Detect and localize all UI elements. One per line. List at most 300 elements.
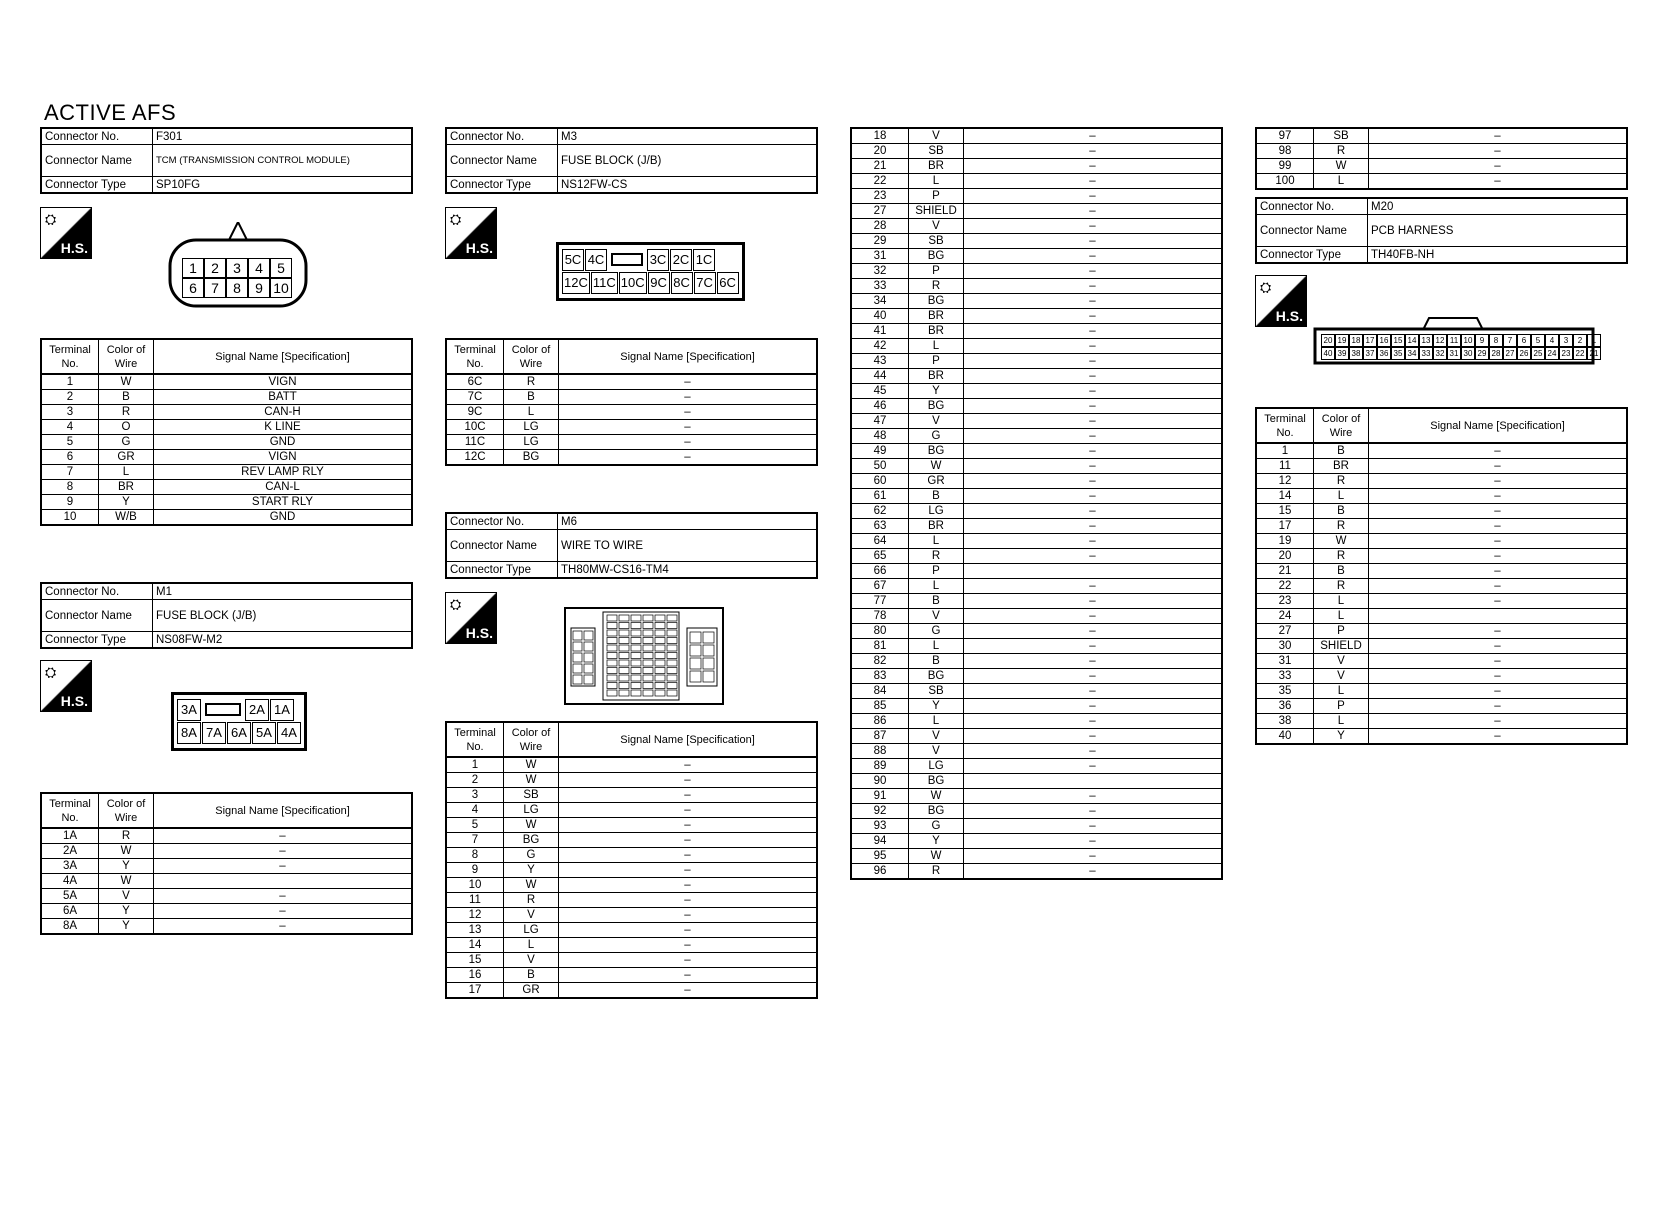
terminal-no: 47 <box>851 414 909 429</box>
pin-cell <box>608 249 646 269</box>
signal-name: – <box>964 189 1223 204</box>
label: Connector Name <box>1256 215 1368 247</box>
signal-name: – <box>964 369 1223 384</box>
connector-type: TH40FB-NH <box>1368 247 1628 264</box>
signal-name <box>964 774 1223 789</box>
signal-name: – <box>964 144 1223 159</box>
wire-color: W <box>504 757 559 773</box>
wire-color: P <box>909 189 964 204</box>
wire-color: LG <box>504 435 559 450</box>
signal-name: – <box>964 174 1223 189</box>
header-color-of-wire: Color of Wire <box>1314 408 1369 443</box>
table-row <box>851 159 1222 174</box>
terminal-no: 8A <box>41 919 99 935</box>
wire-color: R <box>909 549 964 564</box>
wire-color: B <box>99 390 154 405</box>
label: Connector Name <box>41 600 153 632</box>
table-row <box>851 654 1222 669</box>
signal-name: – <box>964 759 1223 774</box>
signal-name: – <box>559 374 818 390</box>
terminal-no: 49 <box>851 444 909 459</box>
table-row <box>851 564 1222 579</box>
wire-color: SHIELD <box>1314 639 1369 654</box>
table-row <box>1256 489 1627 504</box>
table-row <box>851 534 1222 549</box>
m6-wires-part3 <box>1255 127 1628 190</box>
signal-name: – <box>154 889 413 904</box>
wire-color: BR <box>909 309 964 324</box>
signal-name: – <box>964 729 1223 744</box>
table-row <box>851 789 1222 804</box>
label: Connector No. <box>446 513 558 530</box>
wire-color: R <box>1314 474 1369 489</box>
header-signal-name: Signal Name [Specification] <box>154 793 413 828</box>
table-row <box>1256 159 1627 174</box>
table-row <box>41 435 412 450</box>
terminal-no: 6A <box>41 904 99 919</box>
wire-color: W <box>99 874 154 889</box>
signal-name: – <box>154 828 413 844</box>
signal-name: – <box>1369 594 1628 609</box>
wire-color: W/B <box>99 510 154 526</box>
terminal-no: 60 <box>851 474 909 489</box>
table-row <box>446 450 817 466</box>
pin-cell: 16 <box>1377 334 1391 347</box>
signal-name: – <box>964 204 1223 219</box>
signal-name: – <box>559 450 818 466</box>
table-row <box>1256 609 1627 624</box>
pin-cell: 39 <box>1335 347 1349 360</box>
signal-name <box>154 874 413 889</box>
signal-name: – <box>559 757 818 773</box>
wire-color: V <box>909 609 964 624</box>
table-row <box>851 414 1222 429</box>
pin-row <box>182 278 292 298</box>
wire-color: L <box>909 339 964 354</box>
pin-cell: 5C <box>562 249 584 271</box>
header-terminal-no: Terminal No. <box>446 722 504 757</box>
table-row <box>41 390 412 405</box>
signal-name: – <box>964 744 1223 759</box>
signal-name: – <box>559 908 818 923</box>
wire-color: W <box>504 878 559 893</box>
m6-connector-shape <box>563 606 725 706</box>
terminal-no: 88 <box>851 744 909 759</box>
m20-wire-table <box>1255 407 1628 745</box>
pin-cell: 3A <box>177 699 201 721</box>
wire-color: Y <box>99 495 154 510</box>
table-row <box>1256 459 1627 474</box>
pin-cell: 19 <box>1335 334 1349 347</box>
table-row <box>851 234 1222 249</box>
table-row <box>1256 594 1627 609</box>
connector-no: M20 <box>1368 198 1628 215</box>
wire-color: P <box>909 354 964 369</box>
terminal-no: 6C <box>446 374 504 390</box>
wire-color: B <box>504 390 559 405</box>
signal-name: – <box>964 609 1223 624</box>
terminal-no: 9 <box>41 495 99 510</box>
wire-color: B <box>909 594 964 609</box>
table-row <box>851 294 1222 309</box>
m6-wire-table-part2 <box>850 127 1223 880</box>
terminal-no: 97 <box>1256 128 1314 144</box>
terminal-no: 4 <box>446 803 504 818</box>
table-row <box>851 429 1222 444</box>
table-row <box>851 489 1222 504</box>
pin-cell: 4C <box>585 249 607 271</box>
pin-cell: 4 <box>1545 334 1559 347</box>
connector-name: FUSE BLOCK (J/B) <box>558 145 818 177</box>
signal-name: CAN-L <box>154 480 413 495</box>
connector-no: M1 <box>153 583 413 600</box>
table-row <box>851 354 1222 369</box>
wire-color: BG <box>504 450 559 466</box>
terminal-no: 80 <box>851 624 909 639</box>
header-signal-name: Signal Name [Specification] <box>559 722 818 757</box>
wire-color: V <box>909 128 964 144</box>
signal-name: – <box>964 834 1223 849</box>
table-row <box>446 420 817 435</box>
wire-color: G <box>99 435 154 450</box>
wire-color: B <box>909 654 964 669</box>
wire-color: BG <box>909 294 964 309</box>
table-row <box>1256 443 1627 459</box>
m1-wires <box>40 792 413 935</box>
terminal-no: 22 <box>851 174 909 189</box>
wire-color: P <box>1314 624 1369 639</box>
pin-cell: 8 <box>1489 334 1503 347</box>
terminal-no: 16 <box>446 968 504 983</box>
terminal-no: 61 <box>851 489 909 504</box>
m6-wires-part1 <box>445 721 818 999</box>
table-header-row <box>1256 408 1627 443</box>
terminal-no: 94 <box>851 834 909 849</box>
signal-name: – <box>964 699 1223 714</box>
f301-wire-table <box>40 338 413 526</box>
signal-name: – <box>1369 579 1628 594</box>
pin-cell: 1 <box>182 258 204 278</box>
signal-name: – <box>1369 519 1628 534</box>
table-row <box>41 465 412 480</box>
table-row <box>851 684 1222 699</box>
table-row <box>41 904 412 919</box>
wire-color: LG <box>909 504 964 519</box>
terminal-no: 12 <box>1256 474 1314 489</box>
terminal-no: 10C <box>446 420 504 435</box>
signal-name: K LINE <box>154 420 413 435</box>
wire-color: P <box>909 564 964 579</box>
pin-cell: 9 <box>1475 334 1489 347</box>
pin-cell: 21 <box>1587 347 1601 360</box>
header-terminal-no: Terminal No. <box>1256 408 1314 443</box>
signal-name: – <box>559 420 818 435</box>
wire-color: GR <box>909 474 964 489</box>
table-row <box>1256 669 1627 684</box>
signal-name: – <box>1369 714 1628 729</box>
pin-row <box>177 699 301 721</box>
terminal-no: 100 <box>1256 174 1314 190</box>
header-terminal-no: Terminal No. <box>41 793 99 828</box>
wire-color: L <box>1314 714 1369 729</box>
wire-color: GR <box>504 983 559 999</box>
table-row <box>41 510 412 526</box>
pin-cell: 7C <box>694 272 716 294</box>
table-row <box>851 819 1222 834</box>
wire-color: L <box>909 534 964 549</box>
terminal-no: 6 <box>41 450 99 465</box>
label: Connector Type <box>41 632 153 649</box>
wire-color: Y <box>504 863 559 878</box>
header-signal-name: Signal Name [Specification] <box>1369 408 1628 443</box>
table-row <box>41 919 412 935</box>
pin-cell: 33 <box>1419 347 1433 360</box>
signal-name: – <box>1369 549 1628 564</box>
table-row <box>851 639 1222 654</box>
table-row <box>851 444 1222 459</box>
pin-cell: 24 <box>1545 347 1559 360</box>
wire-color: BR <box>909 159 964 174</box>
wire-color: LG <box>504 420 559 435</box>
pin-cell: 11C <box>591 272 618 294</box>
terminal-no: 96 <box>851 864 909 880</box>
table-row <box>1256 699 1627 714</box>
terminal-no: 36 <box>1256 699 1314 714</box>
wire-color: SB <box>909 684 964 699</box>
column-1 <box>40 127 413 194</box>
pin-cell: 13 <box>1419 334 1433 347</box>
signal-name: – <box>964 519 1223 534</box>
table-row <box>851 699 1222 714</box>
label: Connector Type <box>446 177 558 194</box>
m20-info-table <box>1255 197 1628 264</box>
terminal-no: 3 <box>446 788 504 803</box>
terminal-no: 50 <box>851 459 909 474</box>
signal-name: – <box>964 654 1223 669</box>
signal-name: – <box>559 803 818 818</box>
table-row <box>851 369 1222 384</box>
pin-cell: 25 <box>1531 347 1545 360</box>
m6-wire-table-part3 <box>1255 127 1628 190</box>
signal-name: – <box>964 354 1223 369</box>
label: Connector Name <box>41 145 153 177</box>
signal-name: – <box>1369 504 1628 519</box>
pin-cell: 2 <box>204 258 226 278</box>
terminal-no: 11 <box>1256 459 1314 474</box>
table-row <box>41 874 412 889</box>
wire-color: G <box>504 848 559 863</box>
f301-connector-diagram <box>168 222 308 315</box>
table-row <box>851 609 1222 624</box>
table-row <box>41 450 412 465</box>
terminal-no: 19 <box>1256 534 1314 549</box>
terminal-no: 29 <box>851 234 909 249</box>
wire-color: L <box>504 938 559 953</box>
terminal-no: 2A <box>41 844 99 859</box>
wire-color: BG <box>909 804 964 819</box>
signal-name: – <box>559 953 818 968</box>
terminal-no: 5A <box>41 889 99 904</box>
label: Connector No. <box>446 128 558 145</box>
table-row <box>446 983 817 999</box>
terminal-no: 31 <box>1256 654 1314 669</box>
signal-name: – <box>154 844 413 859</box>
pin-cell: 26 <box>1517 347 1531 360</box>
wire-color: SB <box>909 234 964 249</box>
table-row <box>851 549 1222 564</box>
pin-cell <box>202 699 244 719</box>
wire-color: L <box>909 714 964 729</box>
m6-info-table <box>445 512 818 579</box>
wire-color: W <box>909 789 964 804</box>
harness-side-icon: ⛭ H.S. <box>40 207 92 259</box>
signal-name: – <box>154 904 413 919</box>
terminal-no: 78 <box>851 609 909 624</box>
terminal-no: 3 <box>41 405 99 420</box>
table-row <box>851 714 1222 729</box>
m3-connector-diagram <box>556 242 745 301</box>
wire-color: V <box>504 953 559 968</box>
signal-name: – <box>964 219 1223 234</box>
terminal-no: 2 <box>41 390 99 405</box>
table-row <box>851 519 1222 534</box>
table-row <box>851 339 1222 354</box>
signal-name: – <box>964 639 1223 654</box>
wire-color: BR <box>99 480 154 495</box>
wire-color: BG <box>909 774 964 789</box>
terminal-no: 21 <box>1256 564 1314 579</box>
pin-cell: 7 <box>204 278 226 298</box>
table-row <box>446 405 817 420</box>
f301-pin-grid <box>182 258 292 298</box>
harness-side-icon: ⛭ H.S. <box>445 592 497 644</box>
m20-pin-grid <box>1321 334 1601 360</box>
table-row <box>851 204 1222 219</box>
table-row <box>446 908 817 923</box>
table-row <box>851 804 1222 819</box>
table-row <box>41 405 412 420</box>
terminal-no: 23 <box>1256 594 1314 609</box>
header-signal-name: Signal Name [Specification] <box>154 339 413 374</box>
m3-wires <box>445 338 818 466</box>
signal-name: – <box>559 435 818 450</box>
table-row <box>851 864 1222 880</box>
wire-color: Y <box>1314 729 1369 745</box>
terminal-no: 31 <box>851 249 909 264</box>
wire-color: W <box>909 459 964 474</box>
header-terminal-no: Terminal No. <box>446 339 504 374</box>
pin-cell: 27 <box>1503 347 1517 360</box>
signal-name: START RLY <box>154 495 413 510</box>
terminal-no: 30 <box>1256 639 1314 654</box>
terminal-no: 10 <box>41 510 99 526</box>
table-row <box>1256 519 1627 534</box>
key-slot <box>611 253 644 266</box>
signal-name: – <box>964 864 1223 880</box>
table-row <box>851 249 1222 264</box>
signal-name: REV LAMP RLY <box>154 465 413 480</box>
pin-cell: 2 <box>1573 334 1587 347</box>
signal-name: – <box>964 294 1223 309</box>
wire-color: W <box>1314 534 1369 549</box>
pin-cell: 5A <box>252 722 276 744</box>
wire-color: LG <box>504 923 559 938</box>
pin-cell: 14 <box>1405 334 1419 347</box>
table-row <box>851 849 1222 864</box>
table-row <box>1256 128 1627 144</box>
wire-color: O <box>99 420 154 435</box>
pin-cell: 15 <box>1391 334 1405 347</box>
table-row <box>851 744 1222 759</box>
table-row <box>851 309 1222 324</box>
wire-color: Y <box>99 904 154 919</box>
harness-side-icon: ⛭ H.S. <box>1255 275 1307 327</box>
table-row <box>41 828 412 844</box>
wire-color: V <box>909 729 964 744</box>
m6-info <box>445 512 818 579</box>
signal-name: – <box>964 279 1223 294</box>
pin-cell: 36 <box>1377 347 1391 360</box>
wire-color: L <box>1314 174 1369 190</box>
connector-type: SP10FG <box>153 177 413 194</box>
pin-cell: 28 <box>1489 347 1503 360</box>
wire-color: SB <box>1314 128 1369 144</box>
signal-name: – <box>559 923 818 938</box>
signal-name: – <box>559 773 818 788</box>
pin-cell: 6 <box>1517 334 1531 347</box>
header-signal-name: Signal Name [Specification] <box>559 339 818 374</box>
table-row <box>1256 639 1627 654</box>
signal-name: – <box>1369 729 1628 745</box>
table-row <box>1256 714 1627 729</box>
table-row <box>1256 684 1627 699</box>
wire-color: B <box>1314 564 1369 579</box>
terminal-no: 9 <box>446 863 504 878</box>
terminal-no: 7 <box>446 833 504 848</box>
signal-name: – <box>964 429 1223 444</box>
terminal-no: 33 <box>851 279 909 294</box>
signal-name: – <box>559 893 818 908</box>
table-row <box>851 579 1222 594</box>
wire-color: BR <box>909 369 964 384</box>
terminal-no: 3A <box>41 859 99 874</box>
signal-name: VIGN <box>154 374 413 390</box>
signal-name: – <box>1369 128 1628 144</box>
pin-cell: 10C <box>619 272 647 294</box>
signal-name: – <box>559 788 818 803</box>
signal-name: BATT <box>154 390 413 405</box>
terminal-no: 24 <box>1256 609 1314 624</box>
wire-color: R <box>99 828 154 844</box>
table-row <box>446 757 817 773</box>
pin-cell: 8A <box>177 722 201 744</box>
terminal-no: 86 <box>851 714 909 729</box>
terminal-no: 64 <box>851 534 909 549</box>
table-row <box>446 818 817 833</box>
table-row <box>446 435 817 450</box>
signal-name: – <box>964 669 1223 684</box>
harness-side-icon: ⛭ H.S. <box>40 660 92 712</box>
signal-name: – <box>1369 144 1628 159</box>
terminal-no: 8 <box>41 480 99 495</box>
pin-cell: 17 <box>1363 334 1377 347</box>
signal-name: – <box>1369 684 1628 699</box>
signal-name: – <box>964 444 1223 459</box>
terminal-no: 91 <box>851 789 909 804</box>
pin-cell: 1A <box>270 699 294 721</box>
table-row <box>446 953 817 968</box>
terminal-no: 33 <box>1256 669 1314 684</box>
